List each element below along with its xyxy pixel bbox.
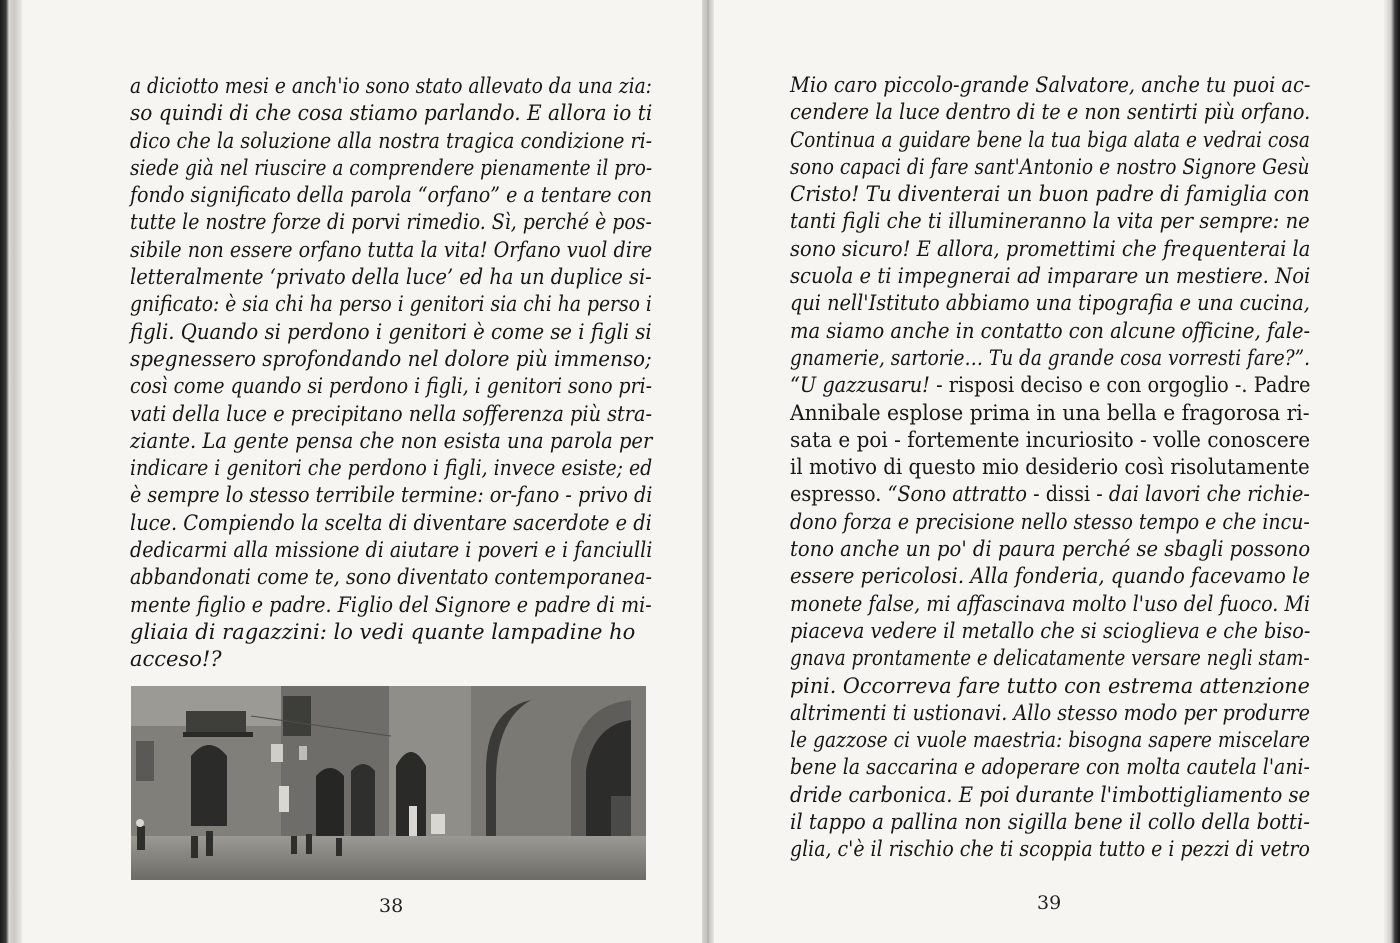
text-line: sata e poi - fortemente incuriosito - volle conoscere (790, 427, 1311, 452)
text-line: le gazzose ci vuole maestria: bisogna sapere miscelare (790, 728, 1310, 753)
text-line (790, 372, 1311, 399)
text-line: spegnessero sprofondando nel dolore più immenso; (130, 346, 652, 371)
book-edge-right (1384, 0, 1400, 943)
text-line: gnificato: è sia chi ha perso i genitori sia chi ha perso i (130, 292, 652, 317)
text-line: mente figlio e padre. Figlio del Signore e padre di mi- (130, 592, 652, 617)
text-line: indicare i genitori che perdono i figli, invece esiste; ed (130, 456, 653, 481)
text-fragment-roman: - risposi deciso e con orgoglio -. Padre (929, 373, 1311, 398)
street-photo (131, 686, 646, 880)
text-line: il tappo a pallina non sigilla bene il collo della botti- (790, 810, 1310, 835)
text-line: ma siamo anche in contatto con alcune officine, fale- (790, 318, 1311, 343)
text-line: scuola e ti impegnerai ad imparare un mestiere. Noi (790, 264, 1311, 289)
text-line: tono anche un po' di paura perché se sbagli possono (790, 537, 1311, 562)
text-line: altrimenti ti ustionavi. Allo stesso modo per produrre (790, 700, 1310, 725)
text-fragment-italic: dai lavori che richie- (1108, 482, 1310, 507)
page-number: 38 (379, 895, 404, 917)
text-line: è sempre lo stesso terribile termine: or-fano - privo di (130, 483, 653, 508)
text-line: piaceva vedere il metallo che si scioglieva e che biso- (790, 618, 1311, 643)
text-line: dride carbonica. E poi durante l'imbottigliamento se (790, 782, 1311, 807)
text-line: gnava prontamente e delicatamente versare negli stam- (790, 646, 1310, 671)
text-line: Cristo! Tu diventerai un buon padre di famiglia con (790, 182, 1310, 207)
text-line: così come quando si perdono i figli, i genitori sono pri- (130, 374, 652, 399)
text-line (790, 481, 1310, 508)
page-number: 39 (1037, 892, 1062, 914)
text-fragment-italic: “U gazzusaru! (790, 373, 930, 398)
text-line: Mio caro piccolo-grande Salvatore, anche tu puoi ac- (790, 73, 1311, 97)
book-edge-left (0, 0, 22, 943)
text-line: sono sicuro! E allora, promettimi che frequenterai la (790, 236, 1311, 261)
text-line: il motivo di questo mio desiderio così risolutamente (790, 455, 1310, 480)
text-line: glia, c'è il rischio che ti scoppia tutto e i pezzi di vetro (790, 837, 1310, 862)
text-line: dono forza e precisione nello stesso tempo e che incu- (790, 509, 1310, 534)
right-page-text (790, 72, 1310, 864)
text-line: abbandonati come te, sono diventato contemporanea- (130, 565, 652, 590)
text-line: so quindi di che cosa stiamo parlando. E allora io ti (130, 101, 653, 126)
text-line: cendere la luce dentro di te e non sentirti più orfano. (790, 100, 1311, 125)
book-gutter (702, 0, 714, 943)
text-line: fondo significato della parola “orfano” e a tentare con (130, 183, 652, 208)
text-fragment-roman: espresso. (790, 482, 888, 507)
text-line: monete false, mi affascinava molto l'uso del fuoco. Mi (790, 591, 1311, 616)
text-line: sono capaci di fare sant'Antonio e nostro Signore Gesù (790, 154, 1310, 179)
text-line: dedicarmi alla missione di aiutare i poveri e i fanciulli (130, 538, 653, 563)
text-line: qui nell'Istituto abbiamo una tipografia e una cucina, (790, 291, 1310, 316)
text-line: gnamerie, sartorie… Tu da grande cosa vorresti fare?”. (790, 345, 1310, 370)
text-line: essere pericolosi. Alla fonderia, quando facevamo le (790, 564, 1311, 589)
text-line: luce. Compiendo la scelta di diventare sacerdote e di (130, 510, 652, 535)
text-line: gliaia di ragazzini: lo vedi quante lampadine ho (130, 619, 636, 644)
right-page (714, 0, 1384, 943)
text-line: siede già nel riuscire a comprendere pienamente il pro- (130, 155, 653, 180)
text-line: bene la saccarina e adoperare con molta cautela l'ani- (790, 755, 1310, 780)
left-page (22, 0, 702, 943)
text-line: ziante. La gente pensa che non esista una parola per (130, 428, 653, 453)
text-line: figli. Quando si perdono i genitori è come se i figli si (130, 319, 652, 344)
text-line: dico che la soluzione alla nostra tragica condizione ri- (130, 128, 653, 153)
text-line: tanti figli che ti illumineranno la vita per sempre: ne (790, 209, 1310, 234)
text-line: sibile non essere orfano tutta la vita! Orfano vuol dire (130, 237, 653, 262)
text-fragment-italic: “Sono attratto (887, 482, 1027, 507)
left-page-text (130, 73, 652, 674)
text-line: pini. Occorreva fare tutto con estrema attenzione (790, 673, 1310, 698)
text-line: acceso!? (130, 647, 222, 672)
text-line: vati della luce e precipitano nella sofferenza più stra- (130, 401, 653, 426)
text-line: Annibale esplose prima in una bella e fragorosa ri- (790, 400, 1310, 425)
text-fragment-roman: - dissi - (1026, 482, 1109, 507)
text-line: tutte le nostre forze di porvi rimedio. Sì, perché è pos- (130, 210, 652, 235)
text-line: a diciotto mesi e anch'io sono stato allevato da una zia: (130, 74, 652, 98)
text-line: letteralmente ‘privato della luce’ ed ha un duplice si- (130, 265, 652, 290)
text-line: Continua a guidare bene la tua biga alata e vedrai cosa (790, 127, 1310, 152)
